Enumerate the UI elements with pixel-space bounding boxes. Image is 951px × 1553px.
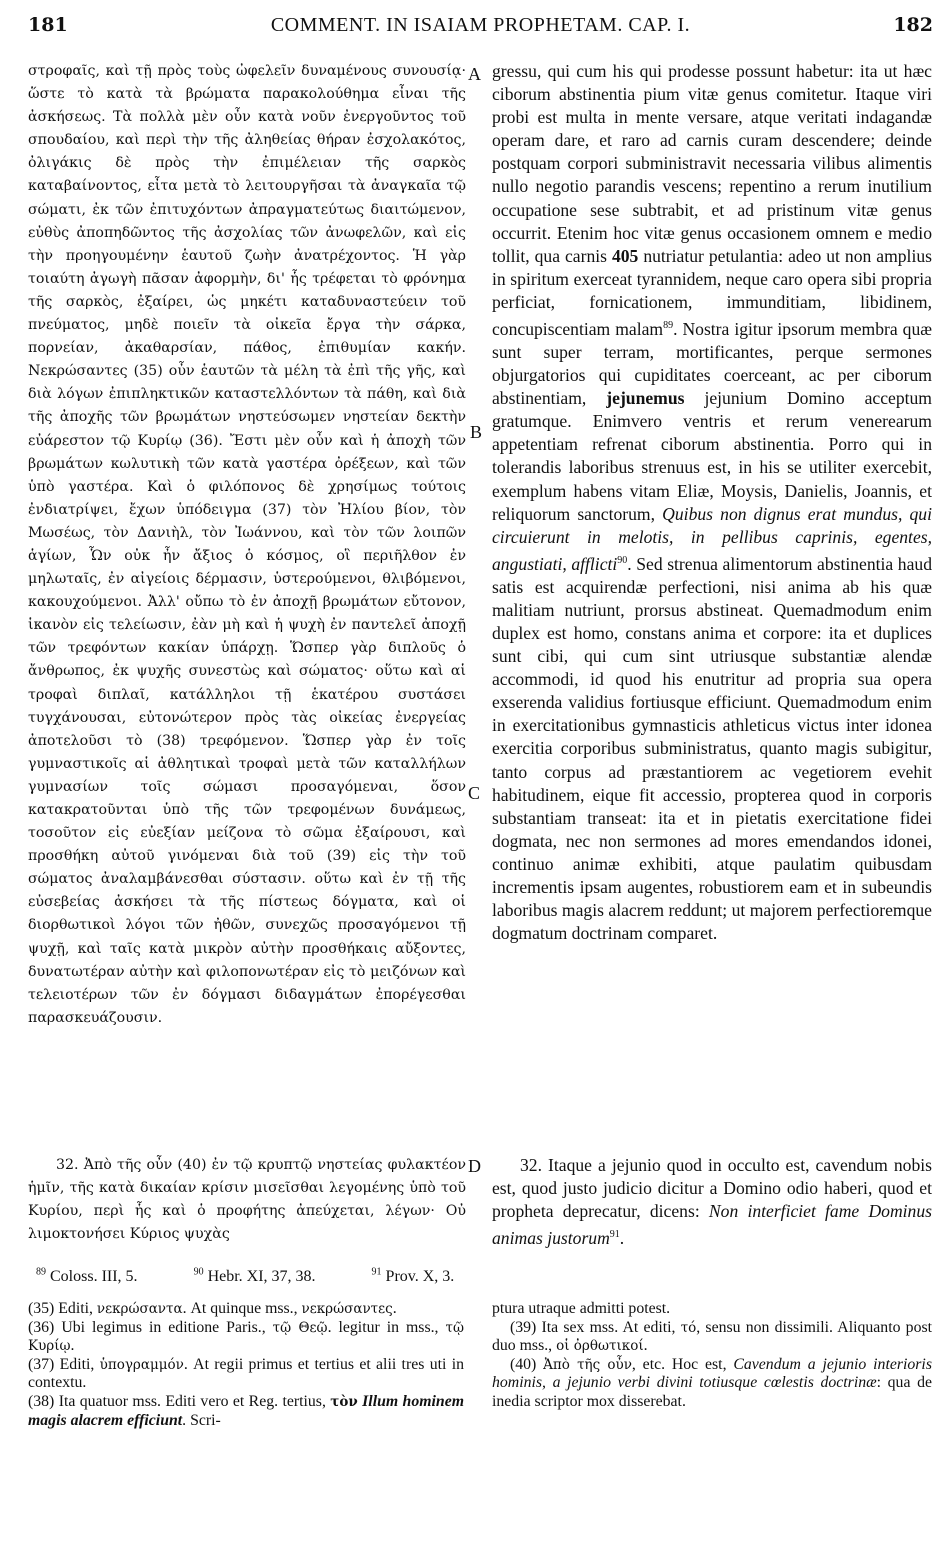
- latin-quotation: Non interficiet fame Dominus animas justorum: [492, 1201, 932, 1249]
- note-text: . At quinque mss.,: [182, 1300, 298, 1317]
- ref-text: Hebr. XI, 37, 38.: [207, 1268, 316, 1286]
- note-text: (40): [510, 1355, 537, 1373]
- note-greek: τῷ Κυρίῳ: [28, 1319, 464, 1355]
- note-39: [492, 1319, 932, 1356]
- footnote-ref: 90: [617, 554, 628, 566]
- notes-left-column: [28, 1300, 464, 1510]
- footnote-ref: 91: [609, 1229, 620, 1241]
- ref-text: Coloss. III, 5.: [50, 1268, 138, 1286]
- running-header: [28, 14, 933, 44]
- note-italic: Cavendum a jejunio interioris hominis, a jejunio verbi divini totiusque cœlestis doctrinæ: [492, 1355, 932, 1392]
- note-text: .: [392, 1300, 397, 1317]
- latin-text: jejunium Domino acceptum gratumque. Enimvero ventris et rerum venerearum appetentiam refrenat ciborum abstinentia. Porro qui in tolerandis laboribus strenuus est, in his se utiliter exercebit, exemplum habens vitam Eliæ, Moysis, Danielis, Joannis, et reliquorum sanctorum,: [492, 388, 932, 524]
- note-greek: νεκρώσαντες: [301, 1301, 393, 1317]
- greek-paragraph-1: στροφαῖς, καὶ τῇ πρὸς τοὺς ὠφελεῖν δυναμένους συνουσίᾳ· ὥστε τὸ κατὰ τὰ βρώματα παρακολούθημα εἶναι τῆς ἀσκήσεως. Τὰ πολλὰ μὲν οὖν κατὰ νοῦν ἐνεργοῦντος τοῦ σπουδαίου, καὶ περὶ τὴν τῆς ἀληθείας θήραν ἐσχολακότος, ὀλιγάκις δὲ πρὸς τὴν ἐπιμέλειαν τῆς σαρκὸς καταβαίνοντος, εἶτα μετὰ τὸ λειτουργῆσαι τὰ ἀναγκαῖα τῷ σώματι, ἐκ τῶν ἐπιτυχόντων ἀπραγματεύτως διαιτώμενον, εὐθὺς ἀποπηδῶντος τῆς ἀσχολίας τῶν ἀνωφελῶν, καὶ εἰς τὴν προηγουμένην ἑαυτοῦ ζωὴν ἀνατρέχοντος. Ἡ γὰρ τοιαύτη ἀγωγὴ πᾶσαν ἀφορμὴν, δι' ἧς τρέφεται τὸ φρόνημα τῆς σαρκὸς, ἐξαίρει, ὡς μηκέτι καταδυναστεύειν τοῦ πνεύματος, μηδὲ ποιεῖν τὰ οἰκεῖα ἔργα τὴν σάρκα, πορνείαν, ἀκαθαρσίαν, πάθος, ἐπιθυμίαν κακήν. Νεκρώσαντες (35) οὖν ἑαυτῶν τὰ μέλη τὰ ἐπὶ τῆς γῆς, καὶ διὰ λόγων ἐπιπληκτικῶν καταστελλόντων τὰ πάθη, καὶ διὰ τῆς ἀποχῆς τῶν βρωμάτων νηστεύσωμεν νηστείαν δεκτὴν εὐάρεστον τῷ Κυρίῳ (36). Ἔστι μὲν οὖν καὶ ἡ ἀποχὴ τῶν βρωμάτων κωλυτικὴ τῶν κατὰ γαστέρα ὀρέξεων, καὶ τῶν ὑπὸ γαστέρα. Καὶ ὁ φιλόπονος δὲ χρησίμως τούτοις ἐνδιατρίψει, ἔχων ὑπόδειγμα (37) τὸν Ἠλίου βίον, τὸν Μωσέως, τὸν Δανιὴλ, τὸν Ἰωάννου, καὶ τὸν τῶν λοιπῶν ἁγίων, Ὧν οὐκ ἦν ἄξιος ὁ κόσμος, οἳ περιῆλθον ἐν μηλωταῖς, ἐν αἰγείοις δέρμασιν, ὑστερούμενοι, θλιβόμενοι, κακουχούμενοι. Ἀλλ' οὔπω τὸ ἐν ἀποχῇ βρωμάτων εὔτονον, ἱκανὸν εἰς τελείωσιν, ἐὰν μὴ καὶ ἡ ψυχὴ ἐν παντελεῖ ἀποχῇ τῶν τρεφόντων κακίαν ὑπάρχῃ. Ὥσπερ γὰρ διπλοῦς ὁ ἄνθρωπος, ἐκ ψυχῆς συνεστὼς καὶ σώματος· οὕτω καὶ αἱ τροφαὶ διπλαῖ, κατάλληλοι τῇ ἑκατέρου συστάσει τυγχάνουσαι, εὐτονώτερον πρὸς τὰς οἰκείας ἐνεργείας ἀποτελοῦσι τὸ (38) τρεφόμενον. Ὥσπερ γὰρ ἐν τοῖς γυμναστικοῖς αἱ ἀθλητικαὶ τροφαὶ μετὰ τῶν καταλλήλων γυμνασίων τοῖς σώμασι προσαγόμεναι, ὅσον κατακρατοῦνται ὑπὸ τῆς τῶν τρεφομένων δυνάμεως, τοσοῦτον εἰς εὐεξίαν μείζονα τὸ σῶμα ἐξαίρουσι, καὶ προσθήκη αὐτοῦ γινόμεναι διὰ τοῦ (39) εἰς τὴν τοῦ σώματος ἀναλαμβάνεσθαι σύστασιν. οὕτω καὶ ἐν τῇ τῆς εὐσεβείας ἀσκήσει τὰ τῆς πίστεως δόγματα, καὶ οἱ διορθωτικοὶ λόγοι τῶν ἠθῶν, συνεχῶς προσαγόμενοι τῇ ψυχῇ, καὶ ταῖς κατὰ μικρὸν αὐτὴν προσθήκαις αὔξοντες, δυνατωτέραν αὐτὴν καὶ φιλοπονωτέραν εἰς τὸ μειζόνων καὶ τελειοτέρων τῶν ἐν δόγμασι διδαγμάτων ἐπορέγεσθαι παρασκευάζουσιν.: [28, 63, 466, 1026]
- note-greek: ὑπογραμμόν: [99, 1356, 184, 1373]
- ref-number: 90: [193, 1267, 204, 1278]
- latin-paragraph-2: [492, 1154, 932, 1250]
- ref-number: 91: [371, 1267, 382, 1278]
- greek-paragraph-2: 32. Ἀπὸ τῆς οὖν (40) ἐν τῷ κρυπτῷ νηστείας φυλακτέον ἡμῖν, τῆς κατὰ δικαίαν κρίσιν μισεῖσθαι λεγομένης ὑπὸ τοῦ Κυρίου, περὶ ἧς καὶ ὁ προφήτης ἀπεύχεται, λέγων· Οὐ λιμοκτονήσει Κύριος ψυχὰς: [28, 1157, 466, 1243]
- note-italic: Illum hominem magis alacrem efficiunt: [28, 1392, 464, 1429]
- note-text: , sensu non dissimili. Aliquanto post duo mss.,: [492, 1318, 933, 1355]
- greek-section-32: [28, 1154, 466, 1254]
- latin-section-32: [492, 1154, 932, 1254]
- note-text: (35) Editi,: [28, 1300, 93, 1317]
- margin-marker-c: C: [468, 783, 481, 803]
- note-40: [492, 1356, 932, 1412]
- margin-marker-a: A: [468, 64, 481, 84]
- note-greek: Ἀπὸ τῆς οὖν: [543, 1356, 632, 1373]
- note-text: . At regii primus et tertius et alii tres uti in contextu.: [28, 1355, 464, 1392]
- note-text: .: [70, 1337, 75, 1355]
- latin-text: .: [619, 1228, 625, 1249]
- ref-number: 89: [36, 1267, 46, 1278]
- scripture-ref-90: [194, 1268, 342, 1285]
- margin-marker-d: D: [468, 1156, 481, 1176]
- note-greek: τῷ Θεῷ: [272, 1319, 328, 1336]
- latin-text: 32. Itaque a jejunio quod in occulto est, cavendum nobis est, quod justo judicio dicitur a Domino odio haberi, quod et propheta deprecatur, dicens:: [492, 1155, 932, 1222]
- note-35: [28, 1300, 464, 1319]
- note-text: : qua de inedia scriptor mox disserebat.: [492, 1374, 932, 1410]
- notes-right-column: [492, 1300, 932, 1500]
- latin-text: gressu, qui cum his qui prodesse possunt habetur: ita ut hæc ciborum abstinentia pium vitæ genus comitetur. Itaque viri probi est multa in mente versare, atque veritati indagandæ operam dare, et raro ad carnis curam descendere; deinde postquam corpori subministravit necessaria vilibus alimentis nullo negotio parandis vescens; repentino a rerum inutilium occupatione sese subtrabit, et ad pristinum vitæ genus occurrit. Etenim hoc vitæ genus occasionem omnem e medio tollit, qua carnis: [492, 61, 932, 266]
- note-text: . Scri-: [182, 1411, 221, 1429]
- note-greek: τὸν: [330, 1393, 358, 1410]
- note-text: . legitur in mss.,: [327, 1318, 439, 1336]
- note-text: (36) Ubi legimus in editione Paris.,: [28, 1318, 266, 1336]
- latin-paragraph-1: [492, 60, 932, 945]
- migne-column-number: 405: [611, 245, 639, 266]
- footnote-ref: 89: [663, 320, 674, 332]
- note-text: (37) Editi,: [28, 1355, 95, 1373]
- page-number-right: 182: [893, 14, 933, 36]
- greek-column: [28, 60, 466, 1148]
- latin-bold-word: jejunemus: [606, 388, 685, 409]
- latin-column: [492, 60, 932, 1150]
- note-38-continued: ptura utraque admitti potest.: [492, 1300, 671, 1317]
- latin-quotation: Quibus non dignus erat mundus, qui circuierunt in melotis, in pellibus caprinis, egentes, angustiati, afflicti: [492, 503, 932, 574]
- note-text: .: [643, 1337, 648, 1355]
- note-text: (38) Ita quatuor mss. Editi vero et Reg. tertius,: [28, 1392, 326, 1410]
- note-greek: τό: [680, 1319, 697, 1336]
- note-37: [28, 1356, 464, 1393]
- latin-text: . Nostra igitur ipsorum membra quæ sunt super terram, mortificantes, perque sermones objurgatorios qui cupiditates coerceant, ac per ciborum abstinentiam,: [492, 318, 932, 409]
- running-title: COMMENT. IN ISAIAM PROPHETAM. CAP. I.: [270, 14, 691, 36]
- margin-marker-b: B: [470, 422, 483, 442]
- page-number-left: 181: [28, 14, 68, 36]
- scripture-references: [36, 1267, 916, 1286]
- note-greek: νεκρώσαντα: [96, 1301, 183, 1317]
- note-text: (39) Ita sex mss. At editi,: [510, 1318, 676, 1336]
- scripture-ref-89: [36, 1268, 164, 1285]
- scripture-ref-91: [372, 1268, 481, 1285]
- latin-text: . Sed strenua alimentorum abstinentia haud satis est acquirendæ perfectioni, nisi anima ab his quæ malitiam nutriunt, prorsus abstineat. Quemadmodum enim duplex est homo, constans anima et corpore: ita et duplices sunt cibi, qui cum sint utriusque substantiæ alendæ accommodi, id quod his enutritur ad propria sua opera exserenda validius fortiusque efficiunt. Quemadmodum enim in exercitationibus gymnasticis athleticus victus inter idonea exercitia corporibus subministratus, quanto magis subigitur, tanto corpus ad præstantiorem ac vegetiorem evehit habitudinem, eique fit accessio, propterea quod in corporis substantiam transeat: ita et in pietatis exercitatione fidei dogmata, nec non sermones ad mores emendandos idonei, continuo animæ exhibiti, atque paulatim quibusdam incrementis ipsam augentes, robustiorem eam et in subeundis laboribus magis alacrem reddunt; ut majorem perfectioremque dogmatum doctrinam comparet.: [492, 553, 932, 944]
- note-text: , etc. Hoc est,: [631, 1355, 727, 1373]
- ref-text: Prov. X, 3.: [385, 1268, 455, 1286]
- note-36: [28, 1319, 464, 1356]
- latin-text: nutriatur petulantia: adeo ut non amplius in spiritum exerceat tyrannidem, neque caro opera sibi propria perficiat, fornicationem, immunditiam, libidinem, concupiscentiam malam: [492, 245, 932, 339]
- note-greek: οἱ ὀρθωτικοί: [556, 1338, 644, 1355]
- note-38: [28, 1393, 464, 1430]
